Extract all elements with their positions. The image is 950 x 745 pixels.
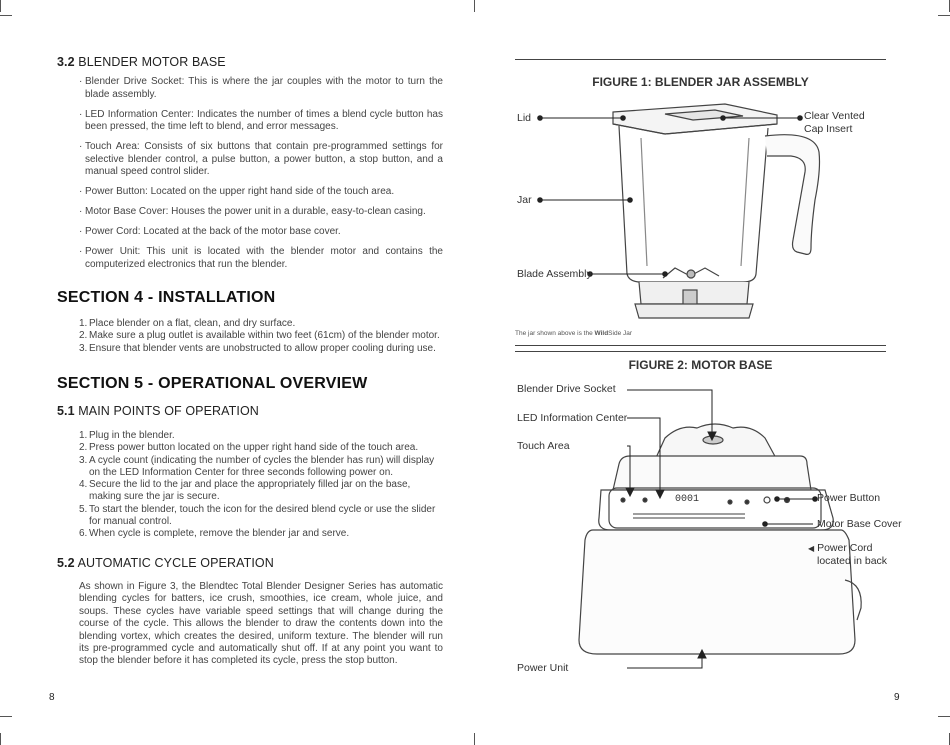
list-item: 5. To start the blender, touch the icon for the desired blend cycle or use the slider for manual control. [79,503,436,528]
page-number-left: 8 [49,692,55,703]
section-4-title: SECTION 4 - INSTALLATION [57,289,276,306]
operation-steps [79,430,443,541]
label-cap-insert: Clear Vented Cap Insert [804,110,865,135]
label-led-information-center: LED Information Center [517,412,628,424]
bullet-item: · Touch Area: Consists of six buttons that contain pre-programmed settings for selective blender control, a pulse button, a power button, a stop button, and a manual speed control slider. [79,141,443,179]
label-lid: Lid [517,112,532,124]
rule-top [515,59,886,60]
automatic-cycle-paragraph: As shown in Figure 3, the Blendtec Total Blender Designer Series has automatic blending cycles for batters, ice crush, smoothies, ice cream, whole juice, and soups. These cycles have variable speed settings that will change during the course of the cycle. This allows the blender to draw the contents down into the blending vortex, which creates the desired, uniform texture. The blender will run its pre-programmed cycle and automatically shut off. If at any point you want to stop the blender before it has completed its cycle, press the stop button. [79,581,443,667]
bullet-item: · Power Cord: Located at the back of the motor base cover. [79,226,443,239]
label-jar: Jar [517,194,532,206]
label-touch-area: Touch Area [517,440,570,452]
motor-base-bullet-list [79,76,443,279]
label-blender-drive-socket: Blender Drive Socket [517,383,616,395]
bullet-item: · Blender Drive Socket: This is where the jar couples with the motor to turn the blade assembly. [79,76,443,101]
svg-text:0001: 0001 [675,494,700,505]
list-item: 1. Place blender on a flat, clean, and dry surface. [79,318,296,329]
list-item: 6. When cycle is complete, remove the blender jar and serve. [79,528,350,540]
label-power-cord: ◀ Power Cord located in back [808,542,888,567]
right-page [475,0,950,745]
list-item: 3. A cycle count (indicating the number of cycles the blender has run) will display on the LED Information Center for three seconds following power on. [79,454,435,478]
list-item: 4. Secure the lid to the jar and place the appropriately filled jar on the base, making sure the jar is secure. [79,479,411,503]
bullet-item: · Power Unit: This unit is located with the blender motor and contains the computerized electronics that run the blender. [79,246,443,271]
label-power-unit: Power Unit [517,662,569,674]
section-5-1-heading: 5.1 MAIN POINTS OF OPERATION [57,404,259,418]
figure-2-title: FIGURE 2: MOTOR BASE [628,358,773,372]
label-blade-assembly: Blade Assembly [517,268,592,280]
list-item: 1. Plug in the blender. [79,430,175,441]
bullet-item: · LED Information Center: Indicates the number of times a blend cycle button has been pressed, the time left to blend, and error messages. [79,109,443,134]
rule-middle-1 [515,345,886,346]
section-5-2-heading: 5.2 AUTOMATIC CYCLE OPERATION [57,556,274,570]
figure-1-title: FIGURE 1: BLENDER JAR ASSEMBLY [592,75,809,89]
bullet-item: · Power Button: Located on the upper right hand side of the touch area. [79,186,443,199]
arrow-left-icon: ◀ [808,544,815,553]
label-motor-base-cover: Motor Base Cover [817,518,902,530]
page-number-right: 9 [894,692,900,703]
installation-steps [79,318,443,355]
rule-middle-2 [515,351,886,352]
list-item: 2. Make sure a plug outlet is available within two feet (61cm) of the blender motor. [79,330,440,342]
section-3-2-heading: 3.2 BLENDER MOTOR BASE [57,55,226,69]
list-item: 3. Ensure that blender vents are unobstructed to allow proper cooling during use. [79,342,436,354]
section-5-title: SECTION 5 - OPERATIONAL OVERVIEW [57,375,368,392]
bullet-item: · Motor Base Cover: Houses the power unit in a durable, easy-to-clean casing. [79,206,443,219]
label-power-button: Power Button [817,492,881,504]
list-item: 2. Press power button located on the upper right hand side of the touch area. [79,442,419,454]
figure-1-caption: The jar shown above is the WildSide Jar [515,330,633,337]
